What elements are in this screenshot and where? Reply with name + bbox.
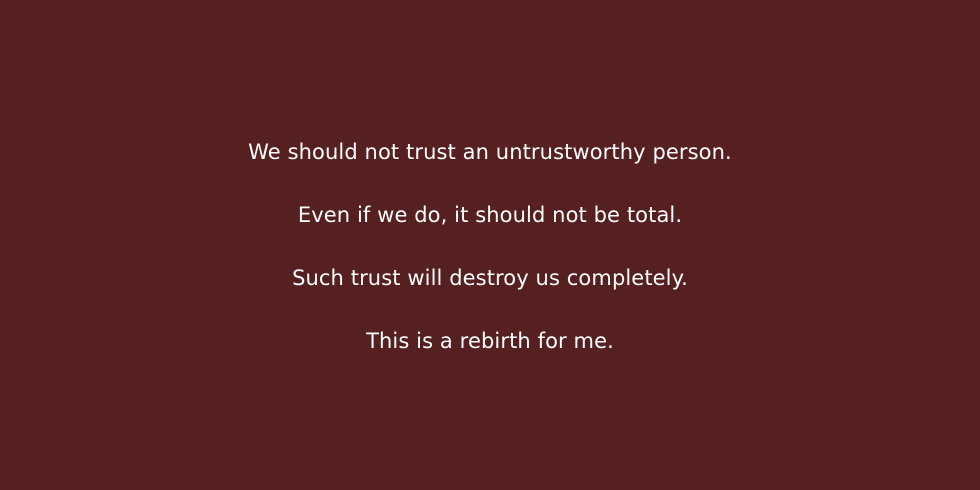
- quote-line-3: Such trust will destroy us completely.: [292, 266, 688, 290]
- quote-line-2: Even if we do, it should not be total.: [297, 203, 683, 227]
- quote-line-1: We should not trust an untrustworthy person.: [248, 140, 732, 164]
- quote-line-4: This is a rebirth for me.: [366, 329, 614, 353]
